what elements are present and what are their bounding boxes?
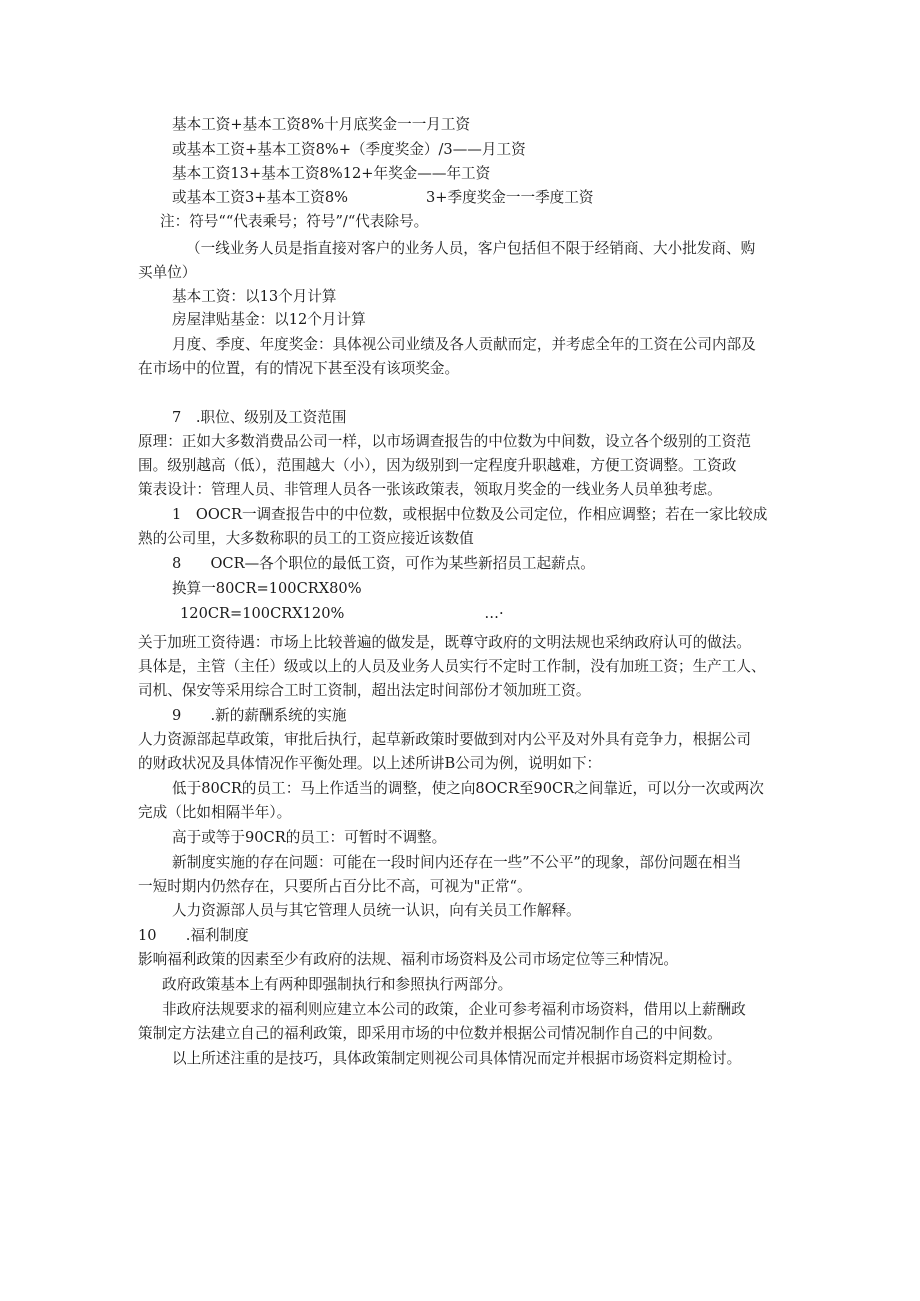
- formula-monthly-wage-alt: 或基本工资+基本工资8%+（季度奖金）/3——月工资: [172, 141, 526, 158]
- formula-annual-wage: 基本工资13+基本工资8%12+年奖金——年工资: [172, 165, 491, 182]
- formula-quarterly-wage-part1: 或基本工资3+基本工资8%: [172, 189, 349, 206]
- cr100-definition-line1: 1 OOCR一调查报告中的中位数，或根据中位数及公司定位，作相应调整；若在一家比较成: [172, 506, 768, 523]
- above-90cr: 高于或等于90CR的员工：可暂时不调整。: [172, 829, 447, 846]
- symbol-note: 注：符号““代表乘号；符号”/“代表除号。: [160, 213, 429, 230]
- conversion-ellipsis: …·: [484, 605, 504, 622]
- section-9-heading: 9 .新的薪酬系统的实施: [172, 707, 347, 724]
- government-policy: 政府政策基本上有两种即强制执行和参照执行两部分。: [162, 976, 513, 993]
- overtime-line3: 司机、保安等采用综合工时工资制，超出法定时间部份才领加班工资。: [138, 682, 591, 699]
- welfare-factors: 影响福利政策的因素至少有政府的法规、福利市场资料及公司市场定位等三种情况。: [138, 951, 678, 968]
- section-7-line1: 原理：正如大多数消费品公司一样，以市场调查报告的中位数为中间数，设立各个级别的工资范: [138, 433, 751, 450]
- section-10-heading: 10 .福利制度: [138, 927, 249, 944]
- section-9-line1: 人力资源部起草政策，审批后执行，起草新政策时要做到对内公平及对外具有竞争力，根据公司: [138, 731, 751, 748]
- overtime-line2: 具体是，主管（主任）级或以上的人员及业务人员实行不定时工作制，没有加班工资；生产工人、: [138, 658, 766, 675]
- formula-quarterly-wage-part2: 3+季度奖金一一季度工资: [426, 189, 594, 206]
- non-government-line1: 非政府法规要求的福利则应建立本公司的政策，企业可参考福利市场资料，借用以上薪酬政: [162, 1001, 746, 1018]
- conversion-80cr: 换算一80CR=100CRX80%: [172, 580, 362, 597]
- closing-remark: 以上所述注重的是技巧，具体政策制定则视公司具体情况而定并根据市场资料定期检讨。: [172, 1050, 742, 1067]
- section-7-line3: 策表设计：管理人员、非管理人员各一张该政策表，领取月奖金的一线业务人员单独考虑。: [138, 481, 722, 498]
- issues-line1: 新制度实施的存在问题：可能在一段时间内还存在一些”不公平”的现象，部份问题在相当: [172, 854, 742, 871]
- below-80cr-line2: 完成（比如相隔半年）。: [138, 804, 292, 821]
- formula-quarterly-wage: [172, 191, 593, 206]
- below-80cr-line1: 低于80CR的员工：马上作适当的调整，使之向8OCR至90CR之间靠近，可以分一次或两次: [172, 780, 764, 797]
- section-7-heading: 7 .职位、级别及工资范围: [172, 409, 347, 426]
- hr-explanation: 人力资源部人员与其它管理人员统一认识，向有关员工作解释。: [172, 902, 581, 919]
- frontline-definition-line2: 买单位）: [138, 264, 197, 281]
- section-7-line2: 围。级别越高（低），范围越大（小），因为级别到一定程度升职越难，方便工资调整。工资政: [138, 457, 737, 474]
- base-salary-months: 基本工资：以13个月计算: [172, 288, 337, 305]
- cr100-definition-line2: 熟的公司里，大多数称职的员工的工资应接近该数值: [138, 530, 474, 547]
- cr80-definition: 8 OCR—各个职位的最低工资，可作为某些新招员工起薪点。: [172, 555, 595, 572]
- issues-line2: 一短时期内仍然存在，只要所占百分比不高，可视为"正常“。: [138, 878, 532, 895]
- non-government-line2: 策制定方法建立自己的福利政策，即采用市场的中位数并根据公司情况制作自己的中间数。: [138, 1025, 722, 1042]
- conversion-120cr-formula: 120CR=100CRX120%: [180, 605, 345, 622]
- frontline-definition-line1: （一线业务人员是指直接对客户的业务人员，客户包括但不限于经销商、大小批发商、购: [186, 240, 756, 257]
- conversion-120cr: [180, 607, 504, 622]
- formula-monthly-wage: 基本工资+基本工资8%十月底奖金一一月工资: [172, 116, 471, 133]
- section-9-line2: 的财政状况及具体情况作平衡处理。以上述所讲B公司为例，说明如下：: [138, 755, 602, 772]
- overtime-line1: 关于加班工资待遇：市场上比较普遍的做发是，既尊守政府的文明法规也采纳政府认可的做法。: [138, 634, 751, 651]
- bonus-paragraph-line2: 在市场中的位置，有的情况下甚至没有该项奖金。: [138, 360, 460, 377]
- bonus-paragraph-line1: 月度、季度、年度奖金：具体视公司业绩及各人贡献而定，并考虑全年的工资在公司内部及: [172, 336, 756, 353]
- housing-allowance-months: 房屋津贴基金：以12个月计算: [172, 311, 366, 328]
